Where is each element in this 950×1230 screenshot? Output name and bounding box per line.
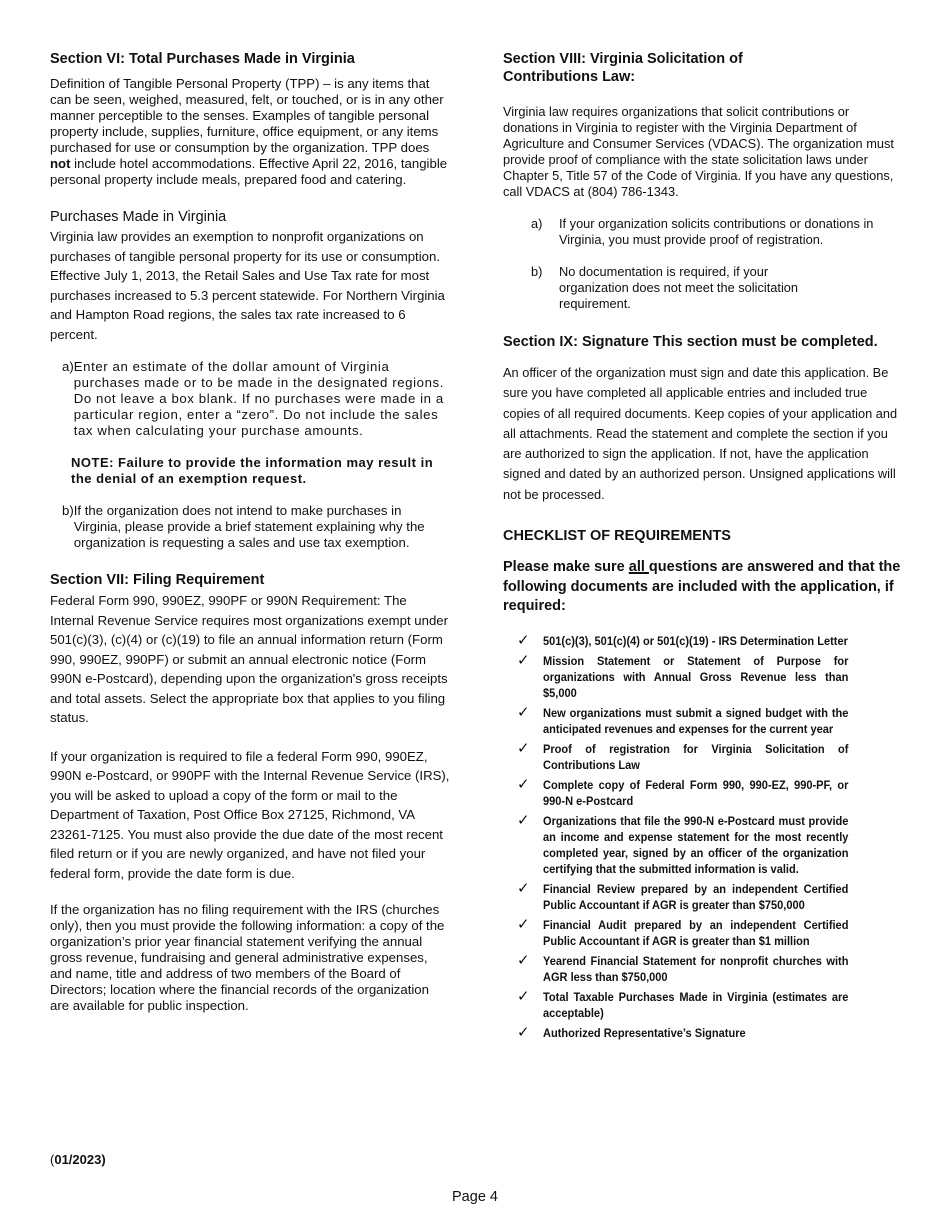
checklist-item bbox=[503, 1025, 875, 1041]
checklist-item bbox=[503, 633, 875, 649]
checklist-intro-a: Please make sure bbox=[503, 559, 629, 576]
section-vii-title: Section VII: Filing Requirement bbox=[50, 572, 265, 588]
filing-paragraph-1: Federal Form 990, 990EZ, 990PF or 990N Requirement: The Internal Revenue Service requires most organizations exempt under 501(c)(3), (c)(4) or (c)(19) to file an annual information return (Form 990, 990EZ, 990PF) or submit an annual electronic notice (Form 990N e-Postcard), depending upon the organization's gross receipts and total assets. Select the appropriate box that applies to you filing status. bbox=[50, 593, 449, 725]
checklist-intro bbox=[503, 558, 903, 617]
checklist-item bbox=[503, 953, 875, 985]
page-number: Page 4 bbox=[452, 1189, 498, 1205]
item-b-marker: b) bbox=[62, 503, 74, 518]
revision-date bbox=[50, 1152, 106, 1167]
section-ix-title: Section IX: Signature This section must be completed. bbox=[503, 334, 878, 350]
checkmark-icon: ✓ bbox=[517, 1023, 530, 1041]
tpp-definition bbox=[50, 76, 450, 188]
checklist-item bbox=[503, 917, 875, 949]
exemption-note: NOTE: Failure to provide the information may result in the denial of an exemption request. bbox=[71, 455, 434, 486]
checklist-item bbox=[503, 777, 875, 809]
revision-date-paren: ( bbox=[50, 1152, 55, 1167]
right-column bbox=[503, 50, 903, 1045]
checklist-item-text: Organizations that file the 990-N e-Postcard must provide an income and expense statement for the most recently completed year, signed by an officer of the organization certifying that the submitted information is valid. bbox=[543, 813, 849, 876]
checkmark-icon: ✓ bbox=[517, 915, 530, 933]
solicitation-item-b bbox=[503, 264, 903, 312]
tpp-definition-text-a: Definition of Tangible Personal Property (TPP) – is any items that can be seen, weighed, measured, felt, or touched, or is in any other manner perceptible to the senses. Examples of tangible personal property include, supplies, furniture, office equipment, or any items purchased for use or consumption by the organization. TPP does bbox=[50, 76, 444, 155]
checklist-item-text: Yearend Financial Statement for nonprofit churches with AGR less than $750,000 bbox=[543, 953, 849, 984]
checklist-item bbox=[503, 741, 875, 773]
filing-paragraph-3: If the organization has no filing requirement with the IRS (churches only), then you must provide the following information: a copy of the organization’s prior year financial statement verifying the annual gross revenue, fundraising and general administrative expenses, and name, title and address of two members of the Board of Directors; location where the financial records of the organization are available for public inspection. bbox=[50, 902, 445, 1013]
checkmark-icon: ✓ bbox=[517, 651, 530, 669]
section-vi-title: Section VI: Total Purchases Made in Virginia bbox=[50, 51, 355, 67]
solicitation-item-a bbox=[503, 216, 903, 248]
checkmark-icon: ✓ bbox=[517, 879, 530, 897]
checklist-item-text: Complete copy of Federal Form 990, 990-EZ, 990-PF, or 990-N e-Postcard bbox=[543, 777, 849, 808]
checklist-item-text: Financial Review prepared by an independent Certified Public Accountant if AGR is greater than $750,000 bbox=[543, 881, 849, 912]
tpp-definition-text-b: include hotel accommodations. Effective April 22, 2016, tangible personal property include meals, prepared food and catering. bbox=[50, 156, 448, 187]
checkmark-icon: ✓ bbox=[517, 987, 530, 1005]
checklist-item bbox=[503, 881, 875, 913]
tpp-definition-bold: not bbox=[50, 156, 71, 171]
purchases-item-a bbox=[50, 359, 450, 439]
checklist-item-text: New organizations must submit a signed budget with the anticipated revenues and expenses for the current year bbox=[543, 705, 849, 736]
checklist-title: CHECKLIST OF REQUIREMENTS bbox=[503, 528, 731, 545]
sol-item-a-text: If your organization solicits contributions or donations in Virginia, you must provide proof of registration. bbox=[559, 216, 874, 247]
checklist-item-text: Authorized Representative’s Signature bbox=[543, 1025, 746, 1040]
sol-item-b-marker: b) bbox=[531, 264, 543, 279]
checkmark-icon: ✓ bbox=[517, 631, 530, 649]
checkmark-icon: ✓ bbox=[517, 811, 530, 829]
section-viii-title: Section VIII: Virginia Solicitation of Contributions Law: bbox=[503, 51, 743, 85]
checkmark-icon: ✓ bbox=[517, 739, 530, 757]
checklist-intro-underlined: all bbox=[628, 559, 649, 576]
checklist-item bbox=[503, 705, 875, 737]
checklist-item-text: Total Taxable Purchases Made in Virginia (estimates are acceptable) bbox=[543, 989, 849, 1020]
item-a-text: Enter an estimate of the dollar amount of Virginia purchases made or to be made in the designated regions. Do not leave a box blank. If no purchases were made in a particular region, enter a “zero”. Do not include the sales tax when calculating your purchase amounts. bbox=[73, 359, 444, 438]
checkmark-icon: ✓ bbox=[517, 703, 530, 721]
checkmark-icon: ✓ bbox=[517, 775, 530, 793]
checklist-item bbox=[503, 989, 875, 1021]
checklist-item-text: 501(c)(3), 501(c)(4) or 501(c)(19) - IRS Determination Letter bbox=[543, 633, 848, 648]
checklist-item-text: Financial Audit prepared by an independent Certified Public Accountant if AGR is greater than $1 million bbox=[543, 917, 849, 948]
purchases-text: Virginia law provides an exemption to nonprofit organizations on purchases of tangible personal property for its use or consumption. Effective July 1, 2013, the Retail Sales and Use Tax rate for most purchases increased to 5.3 percent statewide. For Northern Virginia and Hampton Road regions, the sales tax rate increased to 6 percent. bbox=[50, 229, 445, 342]
checklist-item-text: Proof of registration for Virginia Solicitation of Contributions Law bbox=[543, 741, 849, 772]
purchases-item-b bbox=[50, 503, 450, 551]
filing-paragraph-2: If your organization is required to file a federal Form 990, 990EZ, 990N e-Postcard, or 990PF with the Internal Revenue Service (IRS), you will be asked to upload a copy of the form or mail to the Department of Taxation, Post Office Box 27125, Richmond, VA 23261-7125. You must also provide the due date of the most recent filed return or if you are newly organized, and have not filed your federal form, provide the date form is due. bbox=[50, 748, 450, 881]
signature-text: An officer of the organization must sign and date this application. Be sure you have completed all applicable entries and included true copies of all required documents. Keep copies of your application and all attachments. Read the statement and complete the section if you are authorized to sign the application. If not, have the application signed and dated by an authorized person. Unsigned applications will not be processed. bbox=[503, 365, 898, 502]
sol-item-a-marker: a) bbox=[531, 216, 543, 231]
checklist-intro-b: questions are answered and that the following documents are included with the application, if required: bbox=[503, 559, 901, 615]
purchases-heading: Purchases Made in Virginia bbox=[50, 209, 227, 225]
sol-item-b-text: No documentation is required, if your organization does not meet the solicitation requirement. bbox=[559, 264, 799, 311]
checklist-item bbox=[503, 813, 875, 877]
solicitation-text: Virginia law requires organizations that solicit contributions or donations in Virginia to register with the Virginia Department of Agriculture and Consumer Services (VDACS). The organization must provide proof of compliance with the state solicitation laws under Chapter 5, Title 57 of the Code of Virginia. If you have any questions, call VDACS at (804) 786-1343. bbox=[503, 104, 894, 199]
item-b-text: If the organization does not intend to make purchases in Virginia, please provide a brief statement explaining why the organization is requesting a sales and use tax exemption. bbox=[73, 503, 425, 550]
item-a-marker: a) bbox=[62, 359, 74, 374]
checklist-item-text: Mission Statement or Statement of Purpose for organizations with Annual Gross Revenue less than $5,000 bbox=[543, 653, 849, 700]
revision-date-text: 01/2023) bbox=[54, 1152, 106, 1167]
checkmark-icon: ✓ bbox=[517, 951, 530, 969]
left-column bbox=[50, 50, 450, 1014]
checklist-item bbox=[503, 653, 875, 701]
checklist bbox=[503, 633, 875, 1041]
